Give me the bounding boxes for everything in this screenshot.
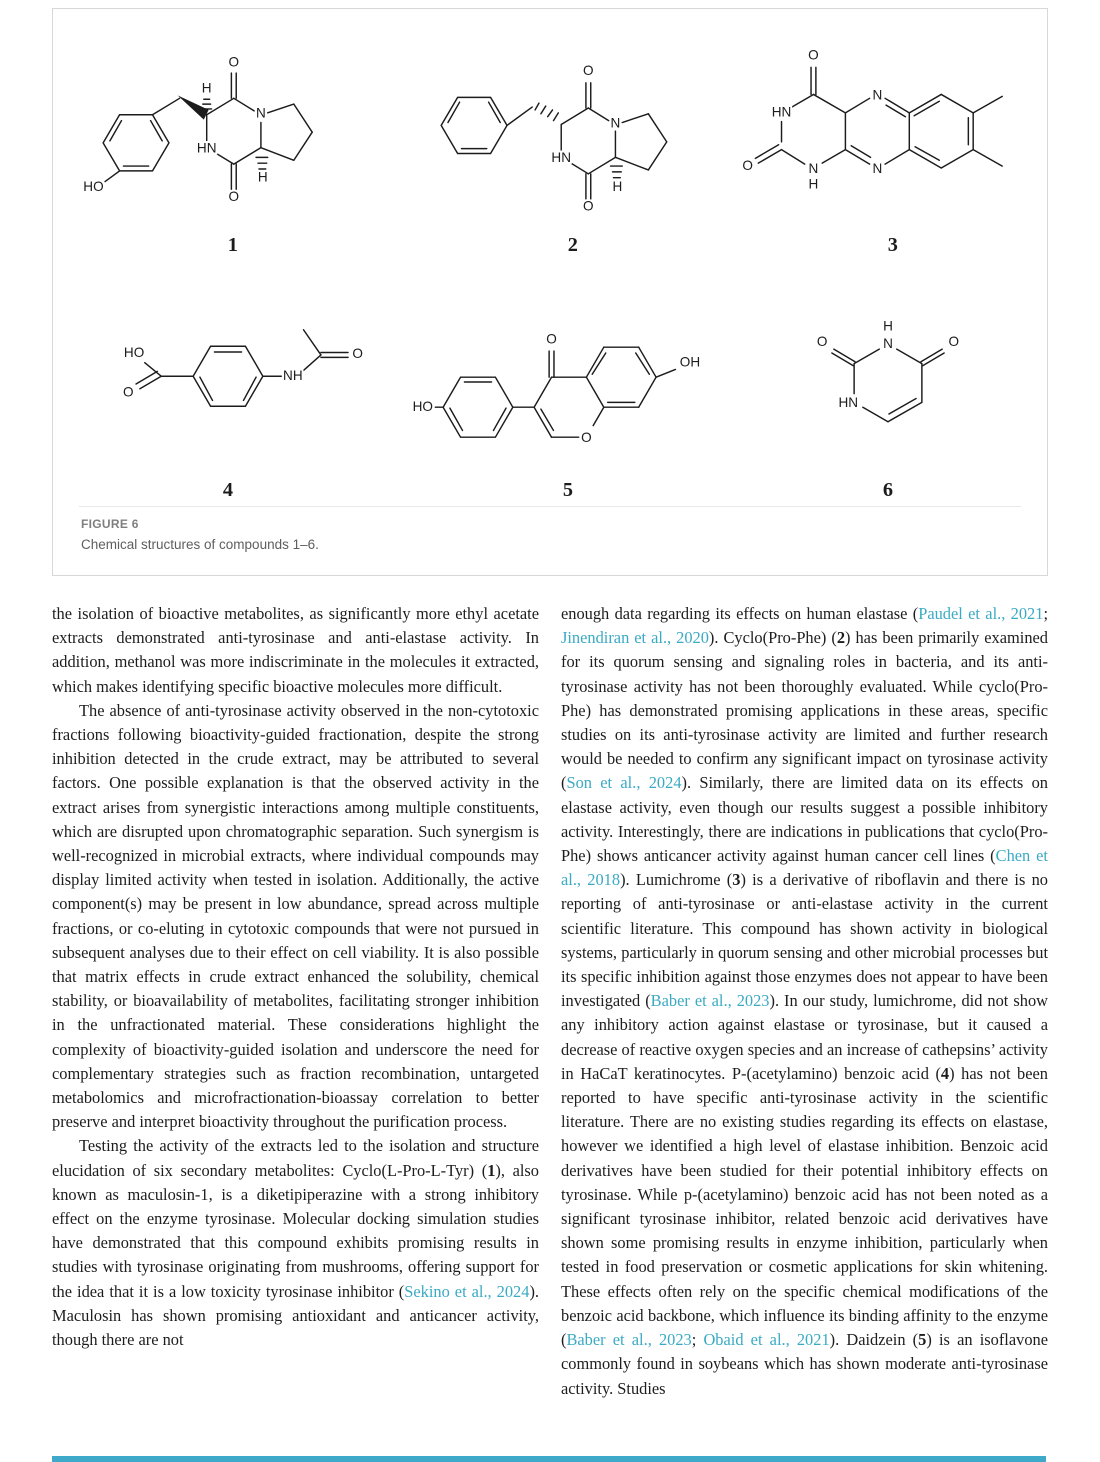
compound-number-ref: 5 bbox=[918, 1330, 927, 1350]
atom-label: HN bbox=[838, 395, 859, 411]
atom-label: O bbox=[228, 54, 240, 70]
compound-6-structure bbox=[723, 262, 1053, 504]
figure-caption: Chemical structures of compounds 1–6. bbox=[81, 537, 319, 552]
atom-label: OH bbox=[679, 354, 701, 370]
compound-number: 4 bbox=[222, 479, 234, 502]
compound-3-structure bbox=[723, 17, 1053, 259]
atom-label: NH bbox=[283, 368, 303, 384]
citation-link[interactable]: Obaid et al., 2021 bbox=[703, 1330, 830, 1350]
atom-label: N bbox=[808, 160, 819, 176]
text-column-right bbox=[561, 602, 1048, 1401]
atom-label: HO bbox=[123, 344, 145, 360]
atom-label: HO bbox=[83, 179, 104, 195]
citation-link[interactable]: Baber et al., 2023 bbox=[566, 1330, 692, 1350]
atom-label: HN bbox=[551, 150, 572, 166]
atom-label: HN bbox=[771, 104, 792, 120]
compound-2-structure bbox=[403, 17, 733, 259]
atom-label: H bbox=[883, 318, 893, 334]
bottom-accent-bar bbox=[52, 1456, 1046, 1462]
atom-label: H bbox=[257, 169, 268, 185]
article-body bbox=[52, 602, 1048, 1401]
figure-caption-divider bbox=[79, 506, 1021, 507]
compound-4-drawing bbox=[63, 262, 393, 504]
compound-number: 3 bbox=[887, 234, 898, 257]
paragraph: The absence of anti-tyrosinase activity observed in the non-cytotoxic fractions following bioactivity-guided fractionation, despite the strong inhibition detected in the crude extract, may be attributed to several factors. One possible explanation is that the observed activity in the extract arises from synergistic interactions among multiple constituents, which are disrupted upon chromatographic separation. Such synergism is well-recognized in microbial extracts, where individual compounds may display limited activity when tested in isolation. Additionally, the active component(s) may be present in low abundance, spread across multiple fractions, or co-eluting in cytotoxic compounds that were not pursued in subsequent analyses due to their effect on cell viability. It is also possible that matrix effects in crude extract enhanced the solubility, chemical stability, or bioavailability of metabolites, facilitating stronger inhibition in the unfractionated material. These considerations highlight the complexity of bioactivity-guided isolation and underscore the need for complementary strategies such as fraction recombination, untargeted metabolomics and microfractionation-bioassay correlation to better preserve and interpret bioactivity throughout the purification process. bbox=[52, 700, 539, 1132]
citation-link[interactable]: Sekino et al., 2024 bbox=[404, 1281, 530, 1301]
citation-link[interactable]: Jinendiran et al., 2020 bbox=[561, 628, 709, 648]
compound-6-drawing bbox=[723, 262, 1053, 504]
atom-label: O bbox=[546, 331, 557, 347]
compound-5-structure bbox=[403, 262, 733, 504]
paragraph: the isolation of bioactive metabolites, as significantly more ethyl acetate extracts demonstrated anti-tyrosinase and anti-elastase activity. In addition, methanol was more indiscriminate in the molecules it extracted, which makes identifying specific bioactive molecules more difficult. bbox=[52, 604, 539, 696]
text-column-left bbox=[52, 602, 539, 1401]
compound-number-ref: 1 bbox=[487, 1160, 496, 1180]
atom-label: N bbox=[883, 336, 893, 352]
compound-1-structure bbox=[63, 17, 393, 259]
paragraph: Testing the activity of the extracts led to the isolation and structure elucidation of six secondary metabolites: Cyclo(L-Pro-L-Tyr) (1), also known as maculosin-1, is a diketipiperazine with a strong inhibitory effect on the enzyme tyrosinase. Molecular docking simulation studies have demonstrated that this compound exhibits promising results in studies with tyrosinase originating from mushrooms, offering support for the idea that it is a low toxicity tyrosinase inhibitor (Sekino et al., 2024). Maculosin has shown promising antioxidant and anticancer activity, though there are not bbox=[52, 1136, 539, 1350]
atom-label: HO bbox=[412, 399, 433, 415]
atom-label: N bbox=[872, 87, 883, 103]
compound-number-ref: 4 bbox=[940, 1063, 950, 1083]
compound-3-drawing bbox=[723, 17, 1053, 259]
compound-4-structure bbox=[63, 262, 393, 504]
atom-label: N bbox=[256, 105, 266, 121]
atom-label: O bbox=[816, 334, 828, 350]
atom-label: O bbox=[581, 430, 592, 446]
atom-label: O bbox=[123, 384, 134, 400]
citation-link[interactable]: Son et al., 2024 bbox=[566, 773, 682, 793]
compound-1-drawing bbox=[63, 17, 393, 259]
atom-label: HN bbox=[196, 140, 217, 156]
atom-label: O bbox=[583, 63, 594, 79]
atom-label: N bbox=[872, 160, 883, 176]
compound-number: 6 bbox=[882, 479, 894, 502]
atom-label: H bbox=[612, 179, 623, 195]
atom-label: H bbox=[201, 80, 212, 96]
atom-label: H bbox=[808, 176, 819, 192]
atom-label: O bbox=[583, 198, 594, 214]
atom-label: N bbox=[610, 115, 621, 131]
atom-label: O bbox=[808, 47, 819, 63]
compound-number-ref: 2 bbox=[836, 628, 846, 648]
atom-label: O bbox=[948, 334, 960, 350]
atom-label: O bbox=[228, 188, 240, 204]
compound-number: 1 bbox=[227, 234, 238, 257]
atom-label: O bbox=[352, 345, 363, 361]
compound-number: 5 bbox=[562, 479, 574, 502]
compound-number: 2 bbox=[567, 234, 578, 257]
figure-label: FIGURE 6 bbox=[81, 517, 139, 531]
compound-number-ref: 3 bbox=[732, 870, 741, 890]
compound-2-drawing bbox=[403, 17, 733, 259]
compound-5-drawing bbox=[403, 262, 733, 504]
atom-label: O bbox=[742, 157, 753, 173]
citation-link[interactable]: Paudel et al., 2021 bbox=[918, 604, 1044, 623]
citation-link[interactable]: Baber et al., 2023 bbox=[650, 991, 770, 1011]
citation-link[interactable]: Chen et al., 2018 bbox=[561, 846, 1048, 890]
paragraph: enough data regarding its effects on human elastase (Paudel et al., 2021; Jinendiran et al., 2020). Cyclo(Pro-Phe) (2) has been primarily examined for its quorum sensing and signaling roles in bacteria, and its anti-tyrosinase activity has not been thoroughly evaluated. While cyclo(Pro-Phe) has demonstrated promising applications in these areas, specific studies on its anti-tyrosinase activity are limited and further research would be needed to confirm any significant impact on tyrosinase activity (Son et al., 2024). Similarly, there are limited data on its effects on elastase activity, even though our results suggest a possible inhibitory activity. Interestingly, there are indications in publications that cyclo(Pro-Phe) shows anticancer activity against human cancer cell lines (Chen et al., 2018). Lumichrome (3) is a derivative of riboflavin and there is no reporting of anti-tyrosinase or anti-elastase activity in the current scientific literature. This compound has shown activity in biological systems, particularly in quorum sensing and other microbial processes but its specific inhibition against those enzymes does not appear to have been investigated (Baber et al., 2023). In our study, lumichrome, did not show any inhibitory action against elastase or tyrosinase, but it caused a decrease of reactive oxygen species and an increase of cathepsins’ activity in HaCaT keratinocytes. P-(acetylamino) benzoic acid (4) has not been reported to have specific anti-tyrosinase activity in the scientific literature. There are no existing studies regarding its effects on elastase, however we identified a high level of elastase inhibition. Benzoic acid derivatives have been studied for their potential inhibitory effects on tyrosinase. While p-(acetylamino) benzoic acid has not been noted as a significant tyrosinase inhibitor, related benzoic acid derivatives have shown some promising results in enzyme inhibition, particularly when tested in food preservation or cosmetic applications for skin whitening. These effects often rely on the specific chemical modifications of the benzoic acid backbone, which influence its binding affinity to the enzyme (Baber et al., 2023; Obaid et al., 2021). Daidzein (5) is an isoflavone commonly found in soybeans which has shown moderate anti-tyrosinase activity. Studies bbox=[561, 604, 1049, 1398]
figure-6-panel bbox=[52, 8, 1048, 576]
